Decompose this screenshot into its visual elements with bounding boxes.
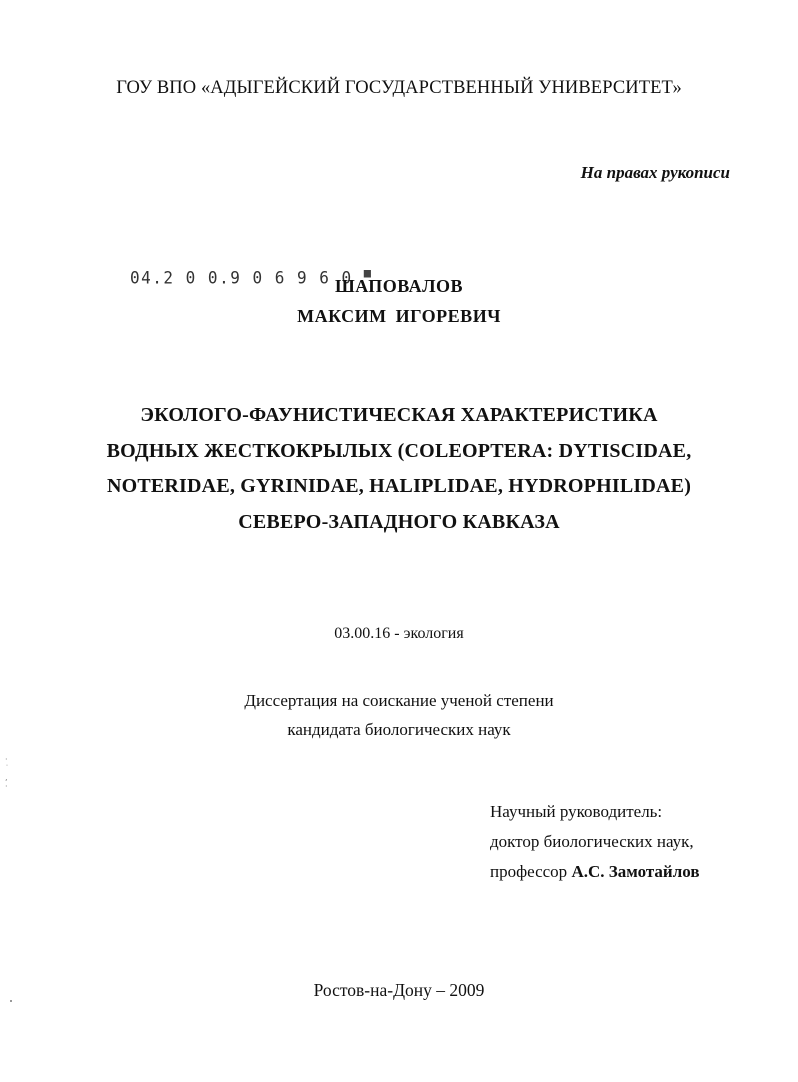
supervisor-block: [490, 797, 700, 887]
scan-dust-mark: [10, 1000, 12, 1002]
supervisor-label: Научный руководитель:: [490, 802, 663, 821]
place-year: Ростов-на-Дону – 2009: [313, 980, 485, 1000]
specialty-code: 03.00.16 - экология: [334, 625, 464, 642]
title-line: ЭКОЛОГО-ФАУНИСТИЧЕСКАЯ ХАРАКТЕРИСТИКА: [140, 404, 658, 426]
supervisor-degree: доктор биологических наук,: [490, 832, 694, 851]
university-header: ГОУ ВПО «АДЫГЕЙСКИЙ ГОСУДАРСТВЕННЫЙ УНИВЕРСИТЕТ»: [116, 78, 682, 98]
supervisor-name: А.С. Замотайлов: [571, 862, 700, 881]
title-line: NOTERIDAE, GYRINIDAE, HALIPLIDAE, HYDROPHILIDAE): [106, 475, 692, 497]
dissertation-title: [40, 398, 758, 540]
title-line: ВОДНЫХ ЖЕСТКОКРЫЛЫХ (COLEOPTERA: DYTISCIDAE,: [106, 439, 692, 462]
degree-line: кандидата биологических наук: [287, 720, 511, 739]
author-first-names: МАКСИМ ИГОРЕВИЧ: [297, 306, 501, 326]
rights-note: На правах рукописи: [580, 163, 730, 182]
archive-stamp-number: 04.2 0 0.9 0 6 9 6 0: [130, 267, 353, 288]
degree-statement: [0, 686, 798, 744]
author-last-name: ШАПОВАЛОВ: [334, 276, 464, 296]
degree-line: Диссертация на соискание ученой степени: [244, 691, 554, 710]
scan-margin-marks: · ˙ , ·: [5, 755, 9, 791]
supervisor-title: профессор: [490, 862, 568, 881]
archive-stamp-mark: ■: [363, 265, 373, 281]
supervisor-title-name: [490, 857, 700, 887]
title-line: СЕВЕРО-ЗАПАДНОГО КАВКАЗА: [238, 510, 560, 533]
